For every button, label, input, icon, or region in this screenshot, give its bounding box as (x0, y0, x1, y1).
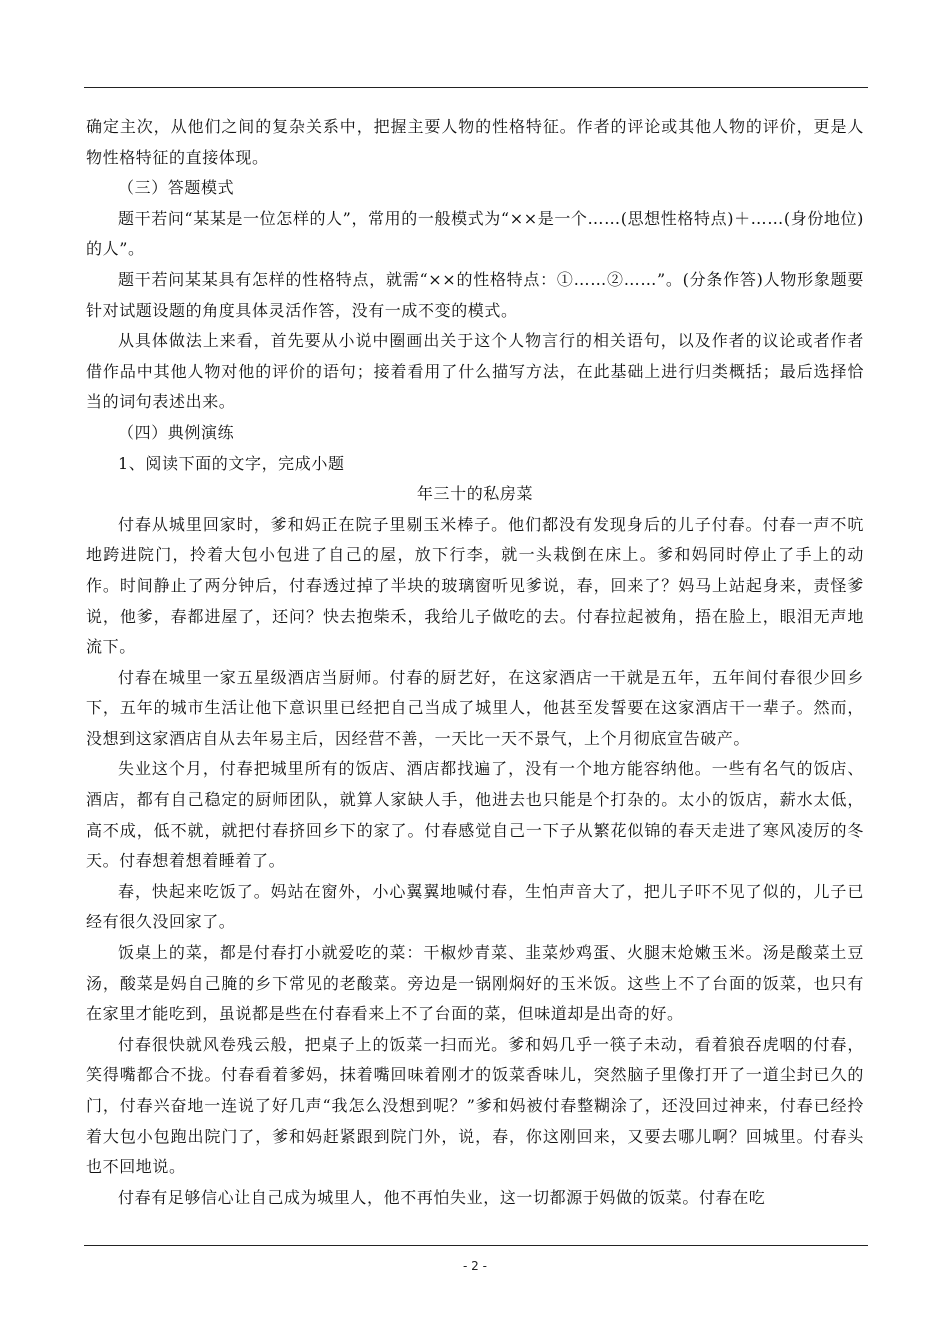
story-paragraph: 失业这个月，付春把城里所有的饭店、酒店都找遍了，没有一个地方能容纳他。一些有名气的饭店、酒店，都有自己稳定的厨师团队，就算人家缺人手，他进去也只能是个打杂的。太小的饭店，薪水太低，高不成，低不就，就把付春挤回乡下的家了。付春感觉自己一下子从繁花似锦的春天走进了寒风凌厉的冬天。付春想着想着睡着了。 (86, 759, 864, 871)
paragraph-continuation: 确定主次，从他们之间的复杂关系中，把握主要人物的性格特征。作者的评论或其他人物的评价，更是人物性格特征的直接体现。 (86, 117, 864, 167)
story-paragraph: 付春在城里一家五星级酒店当厨师。付春的厨艺好，在这家酒店一干就是五年，五年间付春很少回乡下，五年的城市生活让他下意识里已经把自己当成了城里人，他甚至发誓要在这家酒店干一辈子。然而，没想到这家酒店自从去年易主后，因经营不善，一天比一天不景气，上个月彻底宣告破产。 (86, 667, 864, 748)
footer-rule (84, 1245, 868, 1246)
section-heading-answer-pattern: （三）答题模式 (118, 178, 235, 198)
story-paragraph: 付春有足够信心让自己成为城里人，他不再怕失业，这一切都源于妈做的饭菜。付春在吃 (118, 1187, 766, 1207)
story-paragraph: 饭桌上的菜，都是付春打小就爱吃的菜：干椒炒青菜、韭菜炒鸡蛋、火腿末炝嫩玉米。汤是酸菜土豆汤，酸菜是妈自己腌的乡下常见的老酸菜。旁边是一锅刚焖好的玉米饭。这些上不了台面的饭菜，也只有在家里才能吃到，虽说都是些在付春看来上不了台面的菜，但味道却是出奇的好。 (86, 943, 864, 1024)
page-number: - 2 - (463, 1259, 487, 1273)
story-paragraph: 春，快起来吃饭了。妈站在窗外，小心翼翼地喊付春，生怕声音大了，把儿子吓不见了似的，儿子已经有很久没回家了。 (86, 881, 864, 932)
story-title: 年三十的私房菜 (416, 484, 534, 504)
header-rule (84, 87, 868, 88)
question-prompt: 1、阅读下面的文字，完成小题 (118, 453, 345, 473)
page-body (86, 112, 864, 1213)
section-heading-examples: （四）典例演练 (118, 422, 235, 442)
story-paragraph: 付春从城里回家时，爹和妈正在院子里剔玉米棒子。他们都没有发现身后的儿子付春。付春一声不吭地跨进院门，拎着大包小包进了自己的屋，放下行李，就一头栽倒在床上。爹和妈同时停止了手上的动作。时间静止了两分钟后，付春透过掉了半块的玻璃窗听见爹说，春，回来了？妈马上站起身来，责怪爹说，他爹，春都进屋了，还问？快去抱柴禾，我给儿子做吃的去。付春拉起被角，捂在脸上，眼泪无声地流下。 (86, 514, 864, 657)
story-paragraph: 付春很快就风卷残云般，把桌子上的饭菜一扫而光。爹和妈几乎一筷子未动，看着狼吞虎咽的付春，笑得嘴都合不拢。付春看着爹妈，抹着嘴回味着刚才的饭菜香味儿，突然脑子里像打开了一道尘封已久的门，付春兴奋地一连说了好几声“我怎么没想到呢？”爹和妈被付春整糊涂了，还没回过神来，付春已经拎着大包小包跑出院门了，爹和妈赶紧跟到院门外，说，春，你这刚回来，又要去哪儿啊？回城里。付春头也不回地说。 (86, 1034, 864, 1177)
paragraph-pattern-2: 题干若问某某具有怎样的性格特点，就需“××的性格特点：①……②……”。(分条作答)人物形象题要针对试题设题的角度具体灵活作答，没有一成不变的模式。 (86, 269, 864, 320)
paragraph-pattern-1: 题干若问“某某是一位怎样的人”，常用的一般模式为“××是一个……(思想性格特点)＋……(身份地位)的人”。 (86, 208, 864, 259)
paragraph-method: 从具体做法上来看，首先要从小说中圈画出关于这个人物言行的相关语句，以及作者的议论或者作者借作品中其他人物对他的评价的语句；接着看用了什么描写方法，在此基础上进行归类概括；最后选择恰当的词句表述出来。 (86, 331, 864, 412)
